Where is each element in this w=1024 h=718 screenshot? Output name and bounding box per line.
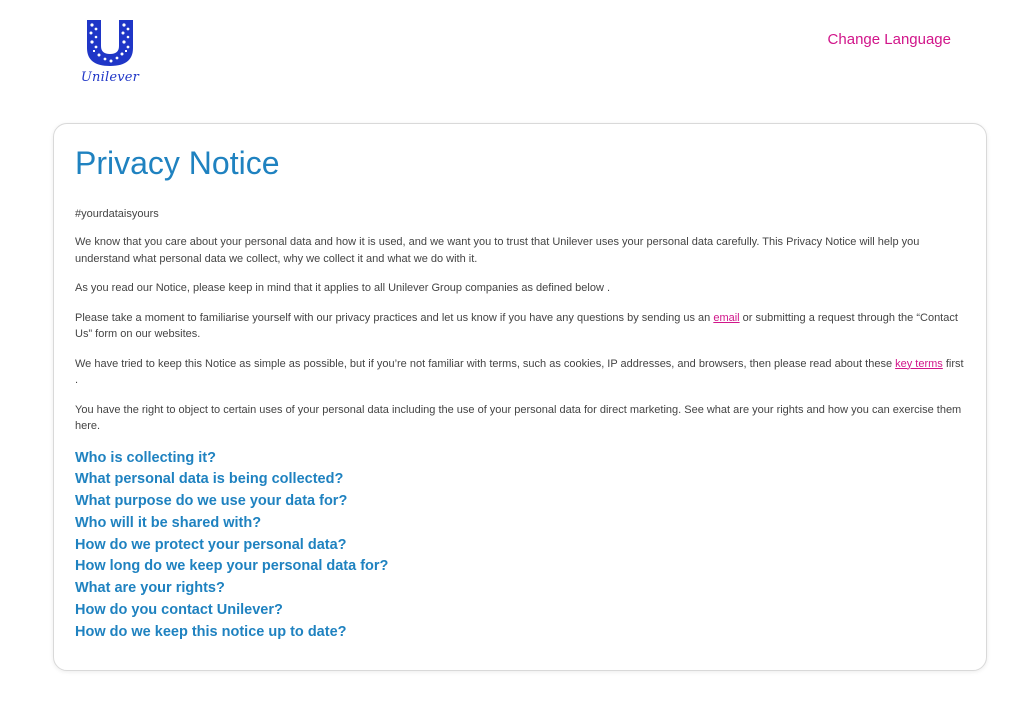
section-link-contact[interactable]: How do you contact Unilever? bbox=[75, 602, 283, 619]
section-link-retention[interactable]: How long do we keep your personal data for? bbox=[75, 558, 389, 575]
rights-paragraph: You have the right to object to certain uses of your personal data including the use of your personal data for direct marketing. See what are your rights and how you can exercise them here. bbox=[75, 403, 962, 432]
section-link-who-collects[interactable]: Who is collecting it? bbox=[75, 449, 216, 466]
section-link-updates[interactable]: How do we keep this notice up to date? bbox=[75, 623, 347, 640]
intro-paragraph: We know that you care about your personal data and how it is used, and we want you to trust that Unilever uses your personal data carefully. This Privacy Notice will help you understand what personal data we collect, why we collect it and what we do with it. bbox=[75, 236, 920, 265]
terms-text-after: first . bbox=[75, 357, 964, 386]
hashtag-text: #yourdataisyours bbox=[75, 208, 159, 220]
change-language-link[interactable]: Change Language bbox=[827, 31, 951, 48]
section-link-purpose[interactable]: What purpose do we use your data for? bbox=[75, 493, 348, 510]
key-terms-link[interactable]: key terms bbox=[895, 357, 943, 370]
scope-paragraph: As you read our Notice, please keep in mind that it applies to all Unilever Group companies as defined below . bbox=[75, 282, 611, 294]
section-link-data-collected[interactable]: What personal data is being collected? bbox=[75, 471, 344, 488]
privacy-notice-card bbox=[53, 123, 987, 671]
contact-text-after: or submitting a request through the “Contact Us” form on our websites. bbox=[75, 311, 958, 340]
logo-wordmark: Unilever bbox=[80, 70, 140, 85]
unilever-logo[interactable] bbox=[77, 18, 143, 90]
section-link-rights[interactable]: What are your rights? bbox=[75, 580, 225, 597]
email-link[interactable]: email bbox=[713, 311, 740, 324]
page-title: Privacy Notice bbox=[75, 145, 280, 181]
contact-text-before: Please take a moment to familiarise yourself with our privacy practices and let us know if you have any questions by sending us an bbox=[75, 311, 714, 324]
terms-text-before: We have tried to keep this Notice as simple as possible, but if you’re not familiar with terms, such as cookies, IP addresses, and browsers, then please read about these bbox=[75, 357, 896, 370]
unilever-u-icon bbox=[77, 18, 143, 68]
section-links bbox=[75, 448, 965, 644]
section-link-shared-with[interactable]: Who will it be shared with? bbox=[75, 514, 262, 531]
section-link-protection[interactable]: How do we protect your personal data? bbox=[75, 536, 347, 553]
contact-paragraph bbox=[75, 310, 965, 343]
terms-paragraph bbox=[75, 356, 965, 389]
site-header bbox=[0, 0, 1024, 118]
